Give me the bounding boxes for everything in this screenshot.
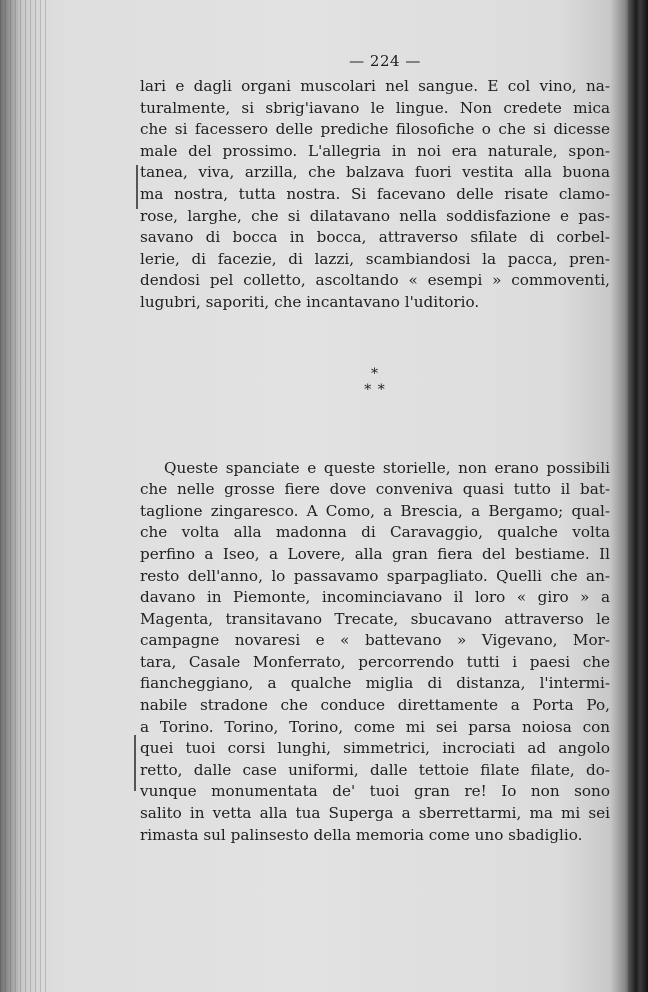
page-text-block: [140, 52, 610, 846]
text-line: male del prossimo. L'allegria in noi era naturale, spon-: [140, 141, 610, 160]
text-line: quei tuoi corsi lunghi, simmetrici, incrociati ad angolo: [140, 739, 610, 758]
text-line: che si facessero delle prediche filosofiche o che si dicesse: [140, 120, 610, 139]
page-right-edge: [628, 0, 648, 992]
text-line: rose, larghe, che si dilatavano nella soddisfazione e pas-: [140, 206, 610, 225]
text-line: vunque monumentata de' tuoi gran re! Io non sono: [140, 782, 610, 801]
text-line: resto dell'anno, lo passavamo sparpagliato. Quelli che an-: [140, 566, 610, 585]
book-spine-gutter: [0, 0, 48, 992]
text-line: che nelle grosse fiere dove conveniva quasi tutto il bat-: [140, 480, 610, 499]
text-line: fiancheggiano, a qualche miglia di distanza, l'intermi-: [140, 674, 610, 693]
text-line: che volta alla madonna di Caravaggio, qualche volta: [140, 523, 610, 542]
section-separator: [140, 314, 610, 434]
text-line: salito in vetta alla tua Superga a sberrettarmi, ma mi sei: [140, 804, 610, 823]
text-line: turalmente, si sbrig'iavano le lingue. Non credete mica: [140, 98, 610, 117]
text-line: tara, Casale Monferrato, percorrendo tutti i paesi che: [140, 652, 610, 671]
text-line: davano in Piemonte, incominciavano il loro « giro » a: [140, 588, 610, 607]
separator-stars-bottom: * *: [364, 381, 386, 398]
text-line: lerie, di facezie, di lazzi, scambiandosi la pacca, pren-: [140, 249, 610, 268]
text-line: taglione zingaresco. A Como, a Brescia, a Bergamo; qual-: [140, 501, 610, 520]
page-number: — 224 —: [349, 52, 421, 70]
text-line: lugubri, saporiti, che incantavano l'uditorio.: [140, 292, 480, 311]
text-line: Magenta, transitavano Trecate, sbucavano attraverso le: [140, 609, 610, 628]
paragraph-1: [140, 76, 610, 314]
text-line: Queste spanciate e queste storielle, non erano possibili: [164, 458, 610, 477]
text-line: ma nostra, tutta nostra. Si facevano delle risate clamo-: [140, 184, 610, 203]
margin-mark-top: [136, 165, 138, 209]
text-line: retto, dalle case uniformi, dalle tettoie filate filate, do-: [140, 760, 610, 779]
text-line: nabile stradone che conduce direttamente a Porta Po,: [140, 696, 610, 715]
margin-mark-bottom: [134, 735, 136, 791]
text-line: savano di bocca in bocca, attraverso sfilate di corbel-: [140, 228, 610, 247]
text-line: perfino a Iseo, a Lovere, alla gran fiera del bestiame. Il: [140, 544, 610, 563]
text-line: tanea, viva, arzilla, che balzava fuori vestita alla buona: [140, 163, 610, 182]
text-line: rimasta sul palinsesto della memoria come uno sbadiglio.: [140, 825, 583, 844]
text-line: lari e dagli organi muscolari nel sangue. E col vino, na-: [140, 77, 610, 95]
text-line: campagne novaresi e « battevano » Vigevano, Mor-: [140, 631, 610, 650]
text-line: a Torino. Torino, Torino, come mi sei parsa noiosa con: [140, 717, 610, 736]
paragraph-2: [140, 458, 610, 847]
separator-star-top: *: [371, 365, 379, 382]
text-line: dendosi pel colletto, ascoltando « esempi » commoventi,: [140, 271, 610, 290]
